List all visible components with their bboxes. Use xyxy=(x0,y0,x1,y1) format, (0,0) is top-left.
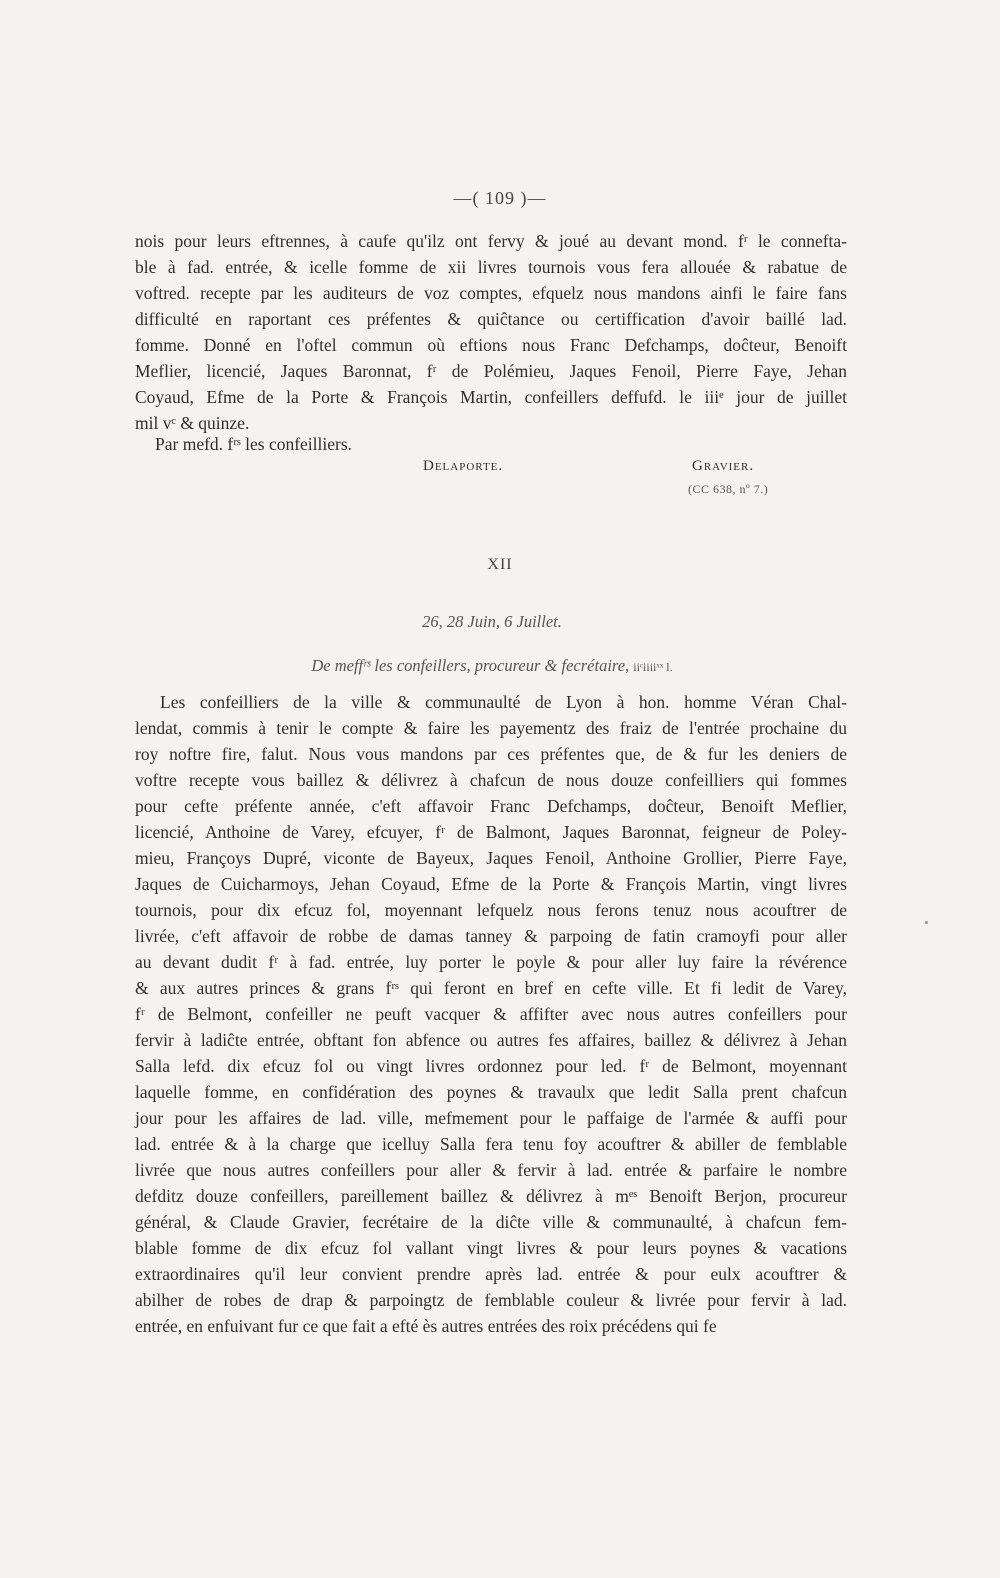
text-line: mil vᶜ & quinze. xyxy=(135,413,250,433)
section-number: XII xyxy=(487,556,513,573)
text-line: Meflier, licencié, Jaques Baronnat, fʳ de Polémieu, Jaques Fenoil, Pierre Faye, Jehan xyxy=(135,361,847,381)
first-paragraph xyxy=(135,228,847,436)
text-line: lendat, commis à tenir le compte & faire les payementz des fraiz de l'entrée prochaine du xyxy=(135,718,847,738)
section-heading xyxy=(0,656,984,676)
text-line: fomme. Donné en l'oftel commun où eftions nous Franc Defchamps, doĉteur, Benoift xyxy=(135,335,847,355)
text-line: livrée, c'eft affavoir de robbe de damas tanney & parpoing de fatin cramoyfi pour aller xyxy=(135,926,847,946)
text-line: ble à fad. entrée, & icelle fomme de xii livres tournois vous fera allouée & rabatue de xyxy=(135,257,847,277)
text-line: laquelle fomme, en confidération des poynes & travaulx que ledit Salla prent chafcun xyxy=(135,1082,847,1102)
text-line: Jaques de Cuicharmoys, Jehan Coyaud, Efme de la Porte & François Martin, vingt livres xyxy=(135,874,847,894)
archive-reference: (CC 638, nº 7.) xyxy=(688,482,769,496)
paper-speck xyxy=(925,921,928,924)
text-line: abilher de robes de drap & parpoingtz de femblable couleur & livrée pour fervir à lad. xyxy=(135,1290,847,1310)
page-number: —( 109 )— xyxy=(453,188,547,208)
text-line: & aux autres princes & grans fʳˢ qui feront en bref en cefte ville. Et fi ledit de Varey, xyxy=(135,978,847,998)
text-line: livrée que nous autres confeillers pour aller & fervir à lad. entrée & parfaire le nombre xyxy=(135,1160,847,1180)
text-line: fervir à ladiĉte entrée, obftant fon abfence ou autres fes affaires, baillez & délivrez à Jehan xyxy=(135,1030,847,1050)
section-dates: 26, 28 Juin, 6 Juillet. xyxy=(422,612,562,631)
text-line: difficulté en raportant ces préfentes & quiĉtance ou certiffication d'avoir baillé lad. xyxy=(135,309,847,329)
text-line: Salla lefd. dix efcuz fol ou vingt livres ordonnez pour led. fʳ de Belmont, moyennant xyxy=(135,1056,847,1076)
text-line: voftred. recepte par les auditeurs de voz comptes, efquelz nous mandons ainfi le faire fans xyxy=(135,283,847,303)
second-paragraph xyxy=(135,689,847,1339)
text-line: licencié, Anthoine de Varey, efcuyer, fʳ de Balmont, Jaques Baronnat, feigneur de Poley- xyxy=(135,822,847,842)
text-line: pour cefte préfente année, c'eft affavoir Franc Defchamps, doĉteur, Benoift Meflier, xyxy=(135,796,847,816)
text-line: blable fomme de dix efcuz fol vallant vingt livres & pour leurs poynes & vacations xyxy=(135,1238,847,1258)
section-heading-amount: iiᶜiiiiˣˣ l. xyxy=(633,660,673,674)
signature-gravier: Gravier. xyxy=(692,458,755,474)
text-line: roy noftre fire, falut. Nous vous mandons par ces préfentes que, de & fur les deniers de xyxy=(135,744,847,764)
text-line: tournois, pour dix efcuz fol, moyennant lefquelz nous ferons tenuz nous acouftrer de xyxy=(135,900,847,920)
section-heading-title: De meffʳˢ les confeillers, procureur & fecrétaire, xyxy=(311,656,630,675)
signature-line: Par mefd. fʳˢ les confeilliers. xyxy=(155,434,353,454)
text-line: au devant dudit fʳ à fad. entrée, luy porter le poyle & pour aller luy faire la révérence xyxy=(135,952,847,972)
text-line: Les confeilliers de la ville & communaulté de Lyon à hon. homme Véran Chal- xyxy=(160,692,847,712)
signature-delaporte: Delaporte. xyxy=(423,458,504,474)
text-line: extraordinaires qu'il leur convient prendre après lad. entrée & pour eulx acouftrer & xyxy=(135,1264,847,1284)
text-line: général, & Claude Gravier, fecrétaire de la diĉte ville & communaulté, à chafcun fem- xyxy=(135,1212,847,1232)
text-line: nois pour leurs eftrennes, à caufe qu'ilz ont fervy & joué au devant mond. fʳ le connefta- xyxy=(135,231,847,251)
text-line: mieu, Françoys Dupré, viconte de Bayeux, Jaques Fenoil, Anthoine Grollier, Pierre Faye, xyxy=(135,848,847,868)
text-line: Coyaud, Efme de la Porte & François Martin, confeillers deffufd. le iiiᵉ jour de juillet xyxy=(135,387,847,407)
text-line: fʳ de Belmont, confeiller ne peuft vacquer & affifter avec nous autres confeillers pour xyxy=(135,1004,847,1024)
text-line: voftre recepte vous baillez & délivrez à chafcun de nous douze confeilliers qui fommes xyxy=(135,770,847,790)
text-line: jour pour les affaires de lad. ville, mefmement pour le paffaige de l'armée & auffi pour xyxy=(135,1108,847,1128)
text-line: entrée, en enfuivant fur ce que fait a efté ès autres entrées des roix précédens qui fe xyxy=(135,1316,717,1336)
text-line: lad. entrée & à la charge que icelluy Salla fera tenu foy acouftrer & abiller de femblable xyxy=(135,1134,847,1154)
text-line: defditz douze confeillers, pareillement baillez & délivrez à mᵉˢ Benoift Berjon, procureur xyxy=(135,1186,847,1206)
